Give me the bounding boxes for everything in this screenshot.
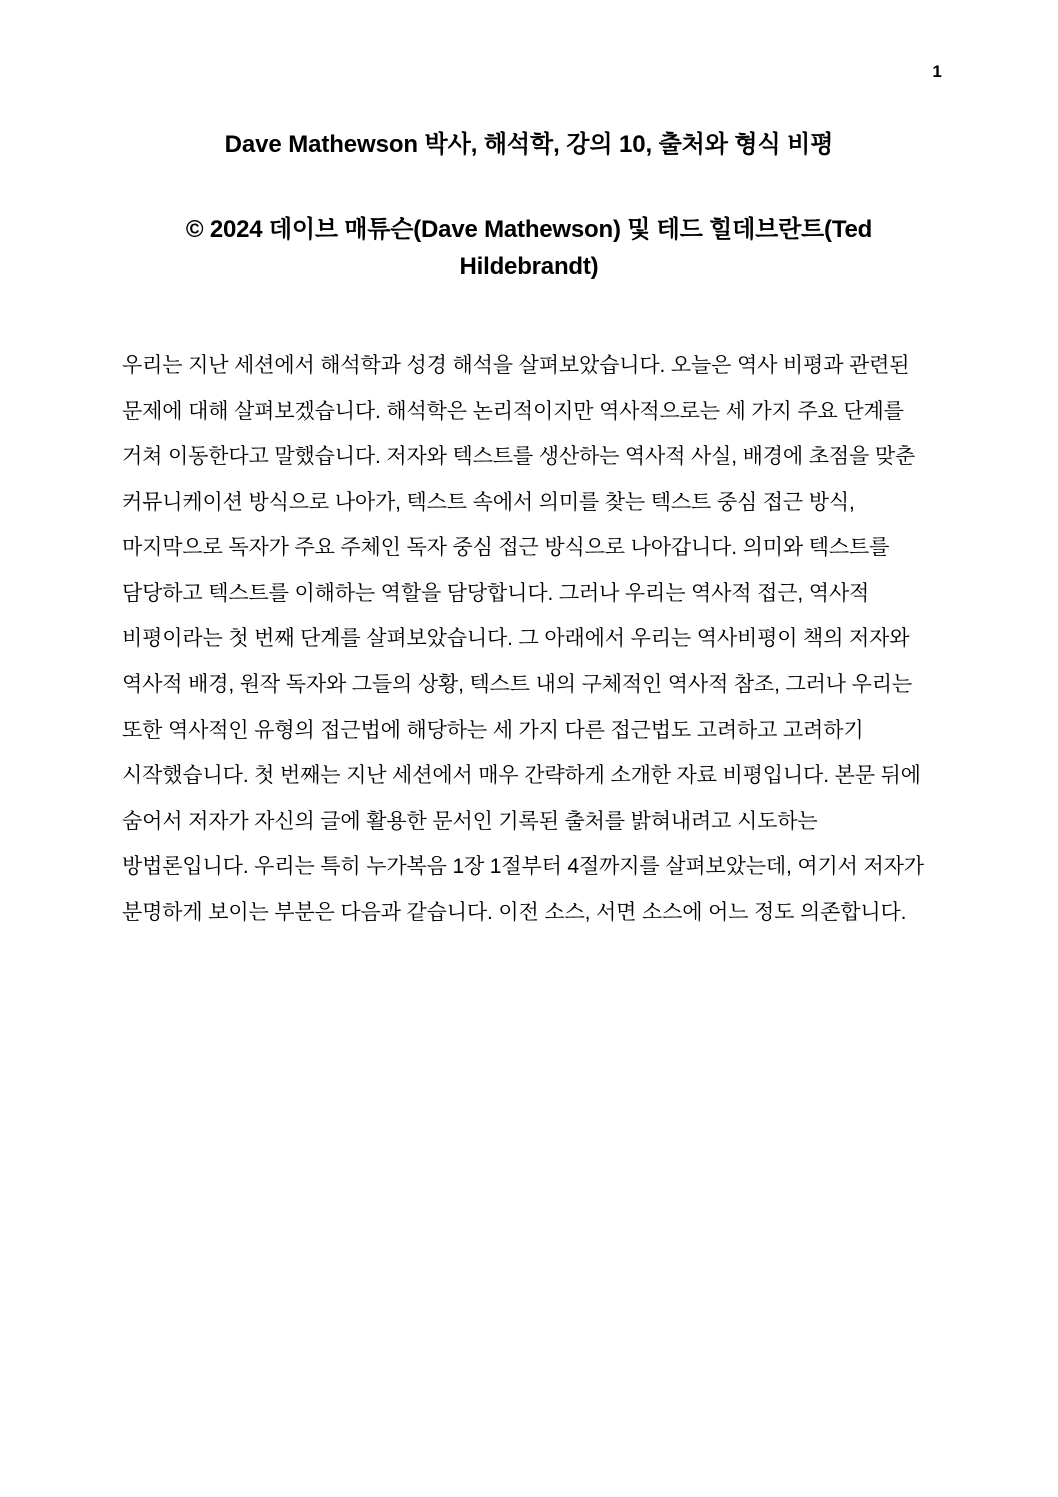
body-paragraph: 우리는 지난 세션에서 해석학과 성경 해석을 살펴보았습니다. 오늘은 역사 비평과 관련된 문제에 대해 살펴보겠습니다. 해석학은 논리적이지만 역사적으로는 세 가지 주요 단계를 거쳐 이동한다고 말했습니다. 저자와 텍스트를 생산하는 역사적 사실, 배경에 초점을 맞춘 커뮤니케이션 방식으로 나아가, 텍스트 속에서 의미를 찾는 텍스트 중심 접근 방식, 마지막으로 독자가 주요 주체인 독자 중심 접근 방식으로 나아갑니다. 의미와 텍스트를 담당하고 텍스트를 이해하는 역할을 담당합니다. 그러나 우리는 역사적 접근, 역사적 비평이라는 첫 번째 단계를 살펴보았습니다. 그 아래에서 우리는 역사비평이 책의 저자와 역사적 배경, 원작 독자와 그들의 상황, 텍스트 내의 구체적인 역사적 참조, 그러나 우리는 또한 역사적인 유형의 접근법에 해당하는 세 가지 다른 접근법도 고려하고 고려하기 시작했습니다. 첫 번째는 지난 세션에서 매우 간략하게 소개한 자료 비평입니다. 본문 뒤에 숨어서 저자가 자신의 글에 활용한 문서인 기록된 출처를 밝혀내려고 시도하는 방법론입니다. 우리는 특히 누가복음 1장 1절부터 4절까지를 살펴보았는데, 여기서 저자가 분명하게 보이는 부분은 다음과 같습니다. 이전 소스, 서면 소스에 어느 정도 의존합니다. — [122, 354, 924, 924]
page-title — [122, 128, 936, 162]
page-title-line: Dave Mathewson 박사, 해석학, 강의 10, 출처와 형식 비평 — [224, 131, 834, 158]
copyright-notice: © 2024 데이브 매튜슨(Dave Mathewson) 및 테드 힐데브란트(Ted Hildebrandt) — [185, 216, 873, 280]
page-number: 1 — [932, 62, 942, 81]
document-content — [122, 128, 936, 935]
